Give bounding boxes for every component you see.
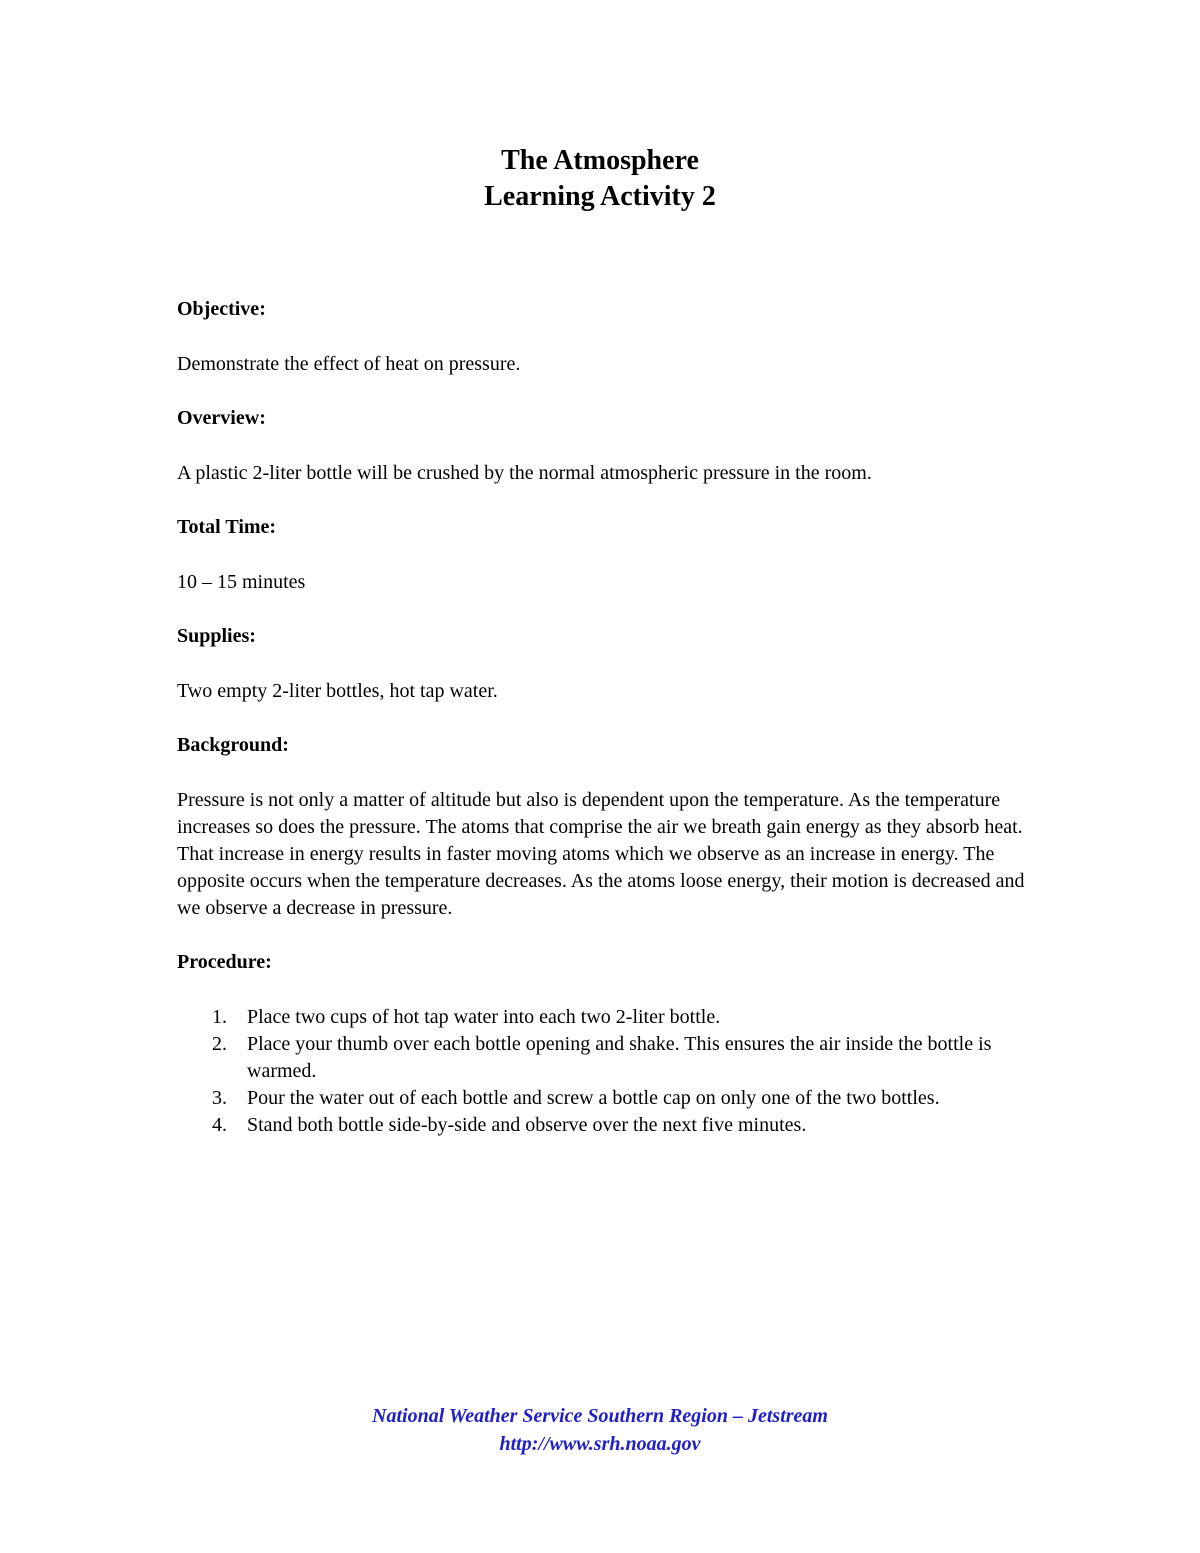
document-subtitle: Learning Activity 2 — [484, 181, 716, 212]
section-text: Pressure is not only a matter of altitude but also is dependent upon the temperature. As the temperature increases so does the pressure. The atoms that comprise the air we breath gain energy as they absorb heat. That increase in energy results in faster moving atoms which we observe as an increase in energy. The opposite occurs when the temperature decreases. As the atoms loose energy, their motion is decreased and we observe a decrease in pressure. — [177, 789, 1025, 919]
section-overview — [177, 405, 1037, 487]
section-heading: Supplies: — [177, 625, 256, 647]
section-heading: Procedure: — [177, 951, 272, 973]
step-text: Place your thumb over each bottle opening and shake. This ensures the air inside the bottle is warmed. — [247, 1033, 992, 1082]
document-footer — [0, 1402, 1200, 1458]
procedure-step — [177, 1031, 1037, 1085]
step-number: 2. — [212, 1033, 227, 1055]
section-heading: Objective: — [177, 298, 266, 320]
section-procedure — [177, 949, 1037, 1139]
procedure-step — [177, 1112, 1037, 1139]
section-text: A plastic 2-liter bottle will be crushed by the normal atmospheric pressure in the room. — [177, 462, 872, 484]
document-body — [177, 296, 1037, 1166]
section-total-time — [177, 514, 1037, 596]
document-title: The Atmosphere — [501, 145, 699, 176]
section-background — [177, 732, 1037, 922]
step-text: Pour the water out of each bottle and screw a bottle cap on only one of the two bottles. — [247, 1087, 940, 1109]
step-number: 4. — [212, 1114, 227, 1136]
section-objective — [177, 296, 1037, 378]
section-supplies — [177, 623, 1037, 705]
section-heading: Total Time: — [177, 516, 277, 538]
step-text: Stand both bottle side-by-side and observe over the next five minutes. — [247, 1114, 807, 1136]
section-heading: Overview: — [177, 407, 266, 429]
step-number: 1. — [212, 1006, 227, 1028]
section-text: Two empty 2-liter bottles, hot tap water. — [177, 680, 498, 702]
step-number: 3. — [212, 1087, 227, 1109]
section-text: 10 – 15 minutes — [177, 571, 306, 593]
step-text: Place two cups of hot tap water into each two 2-liter bottle. — [247, 1006, 721, 1028]
procedure-step — [177, 1004, 1037, 1031]
section-heading: Background: — [177, 734, 289, 756]
footer-url-link[interactable]: http://www.srh.noaa.gov — [499, 1433, 701, 1455]
procedure-step — [177, 1085, 1037, 1112]
title-block — [0, 143, 1200, 215]
footer-organization: National Weather Service Southern Region – Jetstream — [372, 1405, 828, 1427]
section-text: Demonstrate the effect of heat on pressure. — [177, 353, 521, 375]
procedure-list — [177, 1004, 1037, 1139]
